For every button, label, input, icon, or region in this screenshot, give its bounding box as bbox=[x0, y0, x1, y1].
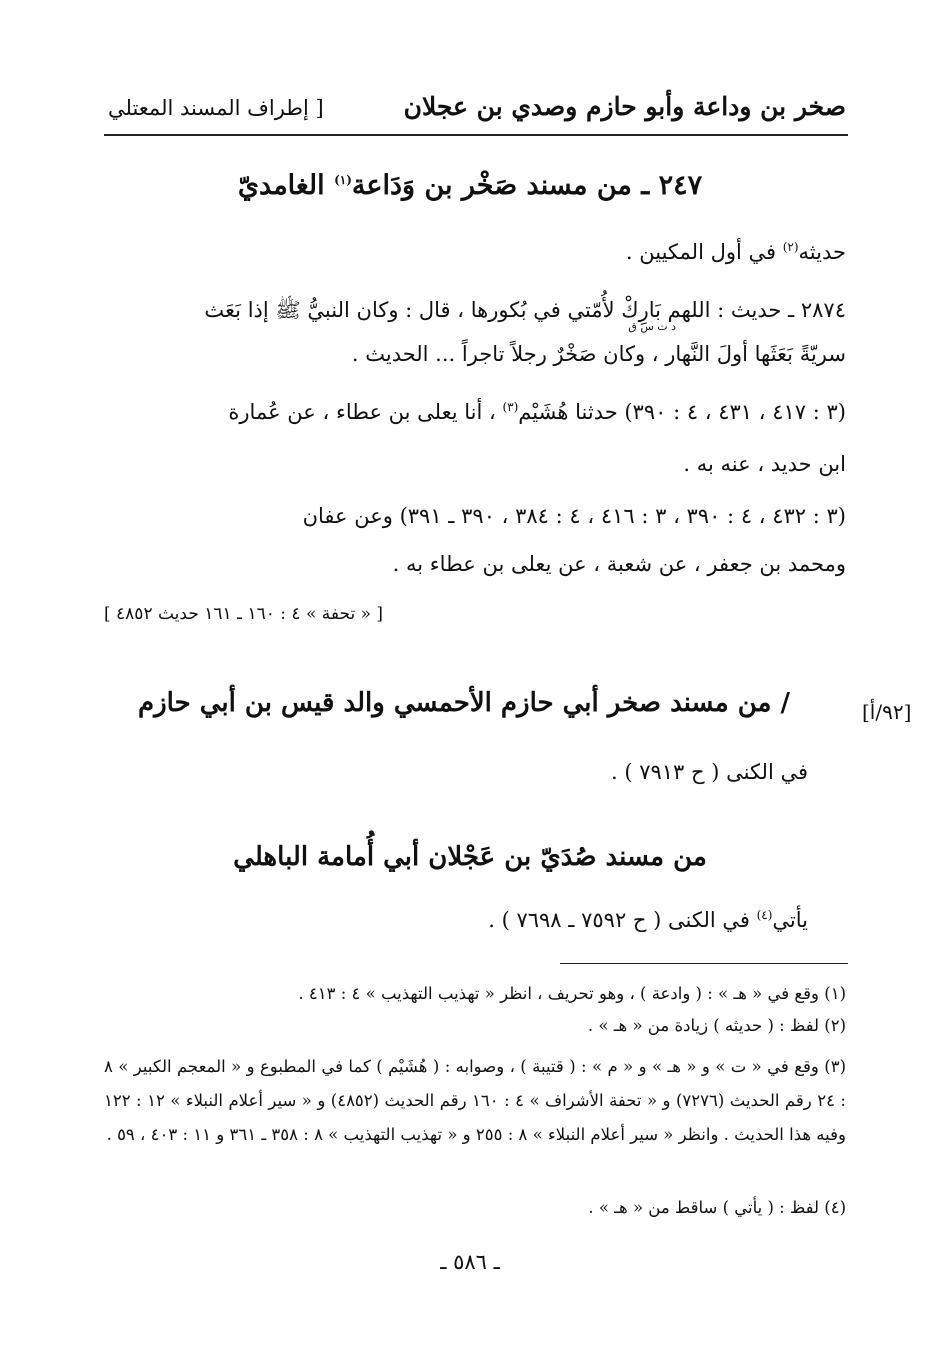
ref-text: يأتي bbox=[772, 908, 808, 932]
running-title: صخر بن وداعة وأبو حازم وصدي بن عجلان bbox=[403, 92, 846, 121]
footnote-1: (١) وقع في « هـ » : ( وادعة ) ، وهو تحريف ، انظر « تهذيب التهذيب » ٤ : ٤١٣ . bbox=[298, 984, 846, 1003]
tuhfa-reference: [ « تحفة » ٤ : ١٦٠ ـ ١٦١ حديث ٤٨٥٢ ] bbox=[104, 604, 384, 624]
section-title-end: الغامديّ bbox=[237, 170, 335, 201]
abu-hazim-reference: في الكنى ( ح ٧٩١٣ ) . bbox=[610, 760, 808, 784]
page-number: ـ ٥٨٦ ـ bbox=[440, 1250, 500, 1274]
footnote-4: (٤) لفظ : ( يأتي ) ساقط من « هـ » . bbox=[588, 1198, 846, 1217]
hadith-line-2: سريّةً بَعَثَها أولَ النَّهار ، وكان صَخْرٌ رجلاً تاجراً ... الحديث . bbox=[351, 342, 846, 366]
footnote-mark: (١) bbox=[334, 173, 352, 187]
chain-2-line-2: ومحمد بن جعفر ، عن شعبة ، عن يعلى بن عطاء به . bbox=[392, 552, 846, 576]
section-title-abu-hazim: / من مسند صخر أبي حازم الأحمسي والد قيس بن أبي حازم bbox=[138, 688, 790, 718]
sudayy-reference bbox=[488, 908, 808, 933]
chain-1-b: ، أنا يعلى بن عطاء ، عن عُمارة bbox=[228, 400, 503, 424]
manuscript-folio-marker: [٩٢/أ] bbox=[862, 700, 912, 724]
section-title-text: ٢٤٧ ـ من مسند صَخْر بن وَدَاعة bbox=[351, 170, 703, 201]
footnote-mark: (٣) bbox=[502, 400, 519, 414]
margin-sigla: د ت س ق bbox=[628, 320, 676, 333]
book-title: [ إطراف المسند المعتلي bbox=[108, 96, 324, 120]
section-title-sudayy: من مسند صُدَيّ بن عَجْلان أبي أُمامة الباهلي bbox=[233, 842, 707, 872]
section-intro bbox=[626, 240, 846, 265]
chain-1-a: (٣ : ٤١٧ ، ٤٣١ ، ٤ : ٣٩٠) حدثنا هُشَيْم bbox=[518, 400, 846, 424]
intro-end: في أول المكيين . bbox=[625, 240, 783, 264]
header-rule bbox=[104, 134, 848, 136]
footnote-3: (٣) وقع في « ت » و « هـ » و « م » : ( قتيبة ) ، وصوابه : ( هُشَيْم ) كما في المطبوع و « المعجم الكبير » ٨ : ٢٤ رقم الحديث (٧٢٧٦) و « تحفة الأشراف » ٤ : ١٦٠ رقم الحديث (٤٨٥٢) و « سير أعلام النبلاء » ١٢ : ١٢٢ وفيه هذا الحديث . وانظر « سير أعلام النبلاء » ٨ : ٢٥٥ و « تهذيب التهذيب » ٨ : ٣٥٨ ـ ٣٦١ و ١١ : ٤٠٣ ، ٥٩ . bbox=[104, 1057, 846, 1144]
chain-1-line-1 bbox=[104, 400, 846, 425]
hadith-line-1: ٢٨٧٤ ـ حديث : اللهم بَارِكْ لأُمّتي في بُكورها ، قال : وكان النبيُّ ﷺ إذا بَعَث bbox=[204, 298, 846, 322]
ref-end: في الكنى ( ح ٧٥٩٢ ـ ٧٦٩٨ ) . bbox=[488, 908, 757, 932]
footnote-rule bbox=[560, 963, 848, 964]
footnote-2: (٢) لفظ : ( حديثه ) زيادة من « هـ » . bbox=[587, 1016, 846, 1035]
chain-2-line-1: (٣ : ٤٣٢ ، ٤ : ٣٩٠ ، ٣ : ٤١٦ ، ٤ : ٣٨٤ ، ٣٩٠ ـ ٣٩١) وعن عفان bbox=[302, 504, 846, 528]
footnote-mark: (٤) bbox=[756, 908, 773, 922]
intro-text: حديثه bbox=[798, 240, 846, 264]
chain-1-line-2: ابن حديد ، عنه به . bbox=[683, 452, 846, 476]
footnote-mark: (٢) bbox=[782, 240, 799, 254]
section-title-247 bbox=[0, 170, 940, 201]
